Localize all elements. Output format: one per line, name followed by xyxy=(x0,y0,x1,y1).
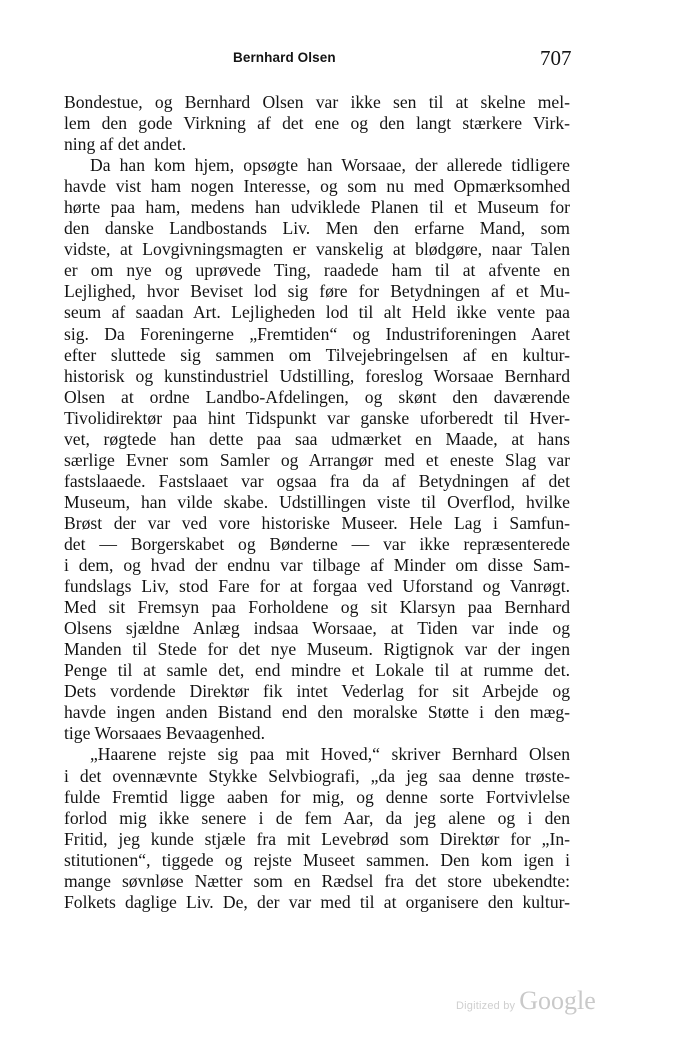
text-line: Manden til Stede for det nye Museum. Rigtignok var der ingen xyxy=(64,639,570,660)
text-line: hørte paa ham, medens han udviklede Planen til et Museum for xyxy=(64,197,570,218)
text-line: fundslags Liv, stod Fare for at forgaa ved Uforstand og Vanrøgt. xyxy=(64,576,570,597)
text-line: særlige Evner som Samler og Arrangør med et eneste Slag var xyxy=(64,449,570,470)
text-line: havde vist ham nogen Interesse, og som nu med Opmærksomhed xyxy=(64,176,570,197)
text-line: Olsens sjældne Anlæg indsaa Worsaae, at Tiden var inde og xyxy=(64,618,570,639)
text-line: Brøst der var ved vore historiske Museer. Hele Lag i Samfun- xyxy=(64,512,570,533)
running-head: Bernhard Olsen xyxy=(233,50,336,65)
text-line: Bondestue, og Bernhard Olsen var ikke sen til at skelne mel- xyxy=(64,92,570,112)
text-line: tige Worsaaes Bevaagenhed. xyxy=(64,723,265,744)
text-line: er om nye og uprøvede Ting, raadede ham til at afvente en xyxy=(64,260,570,281)
text-line: Lejlighed, hvor Beviset lod sig føre for Betydningen af et Mu- xyxy=(64,281,570,302)
text-line: „Haarene rejste sig paa mit Hoved,“ skriver Bernhard Olsen xyxy=(90,744,570,765)
text-line: Museum, han vilde skabe. Udstillingen viste til Overflod, hvilke xyxy=(64,491,570,512)
text-line: den danske Landbostands Liv. Men den erfarne Mand, som xyxy=(64,218,570,239)
text-line: seum af saadan Art. Lejligheden lod til alt Held ikke vente paa xyxy=(64,302,570,323)
page-number: 707 xyxy=(540,46,572,70)
text-line: i dem, og hvad der endnu var tilbage af Minder om disse Sam- xyxy=(64,555,570,576)
body-text xyxy=(64,92,570,913)
text-line: det — Borgerskabet og Bønderne — var ikke repræsenterede xyxy=(64,533,570,554)
text-line: efter sluttede sig sammen om Tilvejebringelsen af en kultur- xyxy=(64,344,570,365)
text-line: fulde Fremtid ligge aaben for mig, og denne sorte Fortvivlelse xyxy=(64,786,570,807)
text-line: Da han kom hjem, opsøgte han Worsaae, der allerede tidligere xyxy=(90,155,570,176)
text-line: Olsen at ordne Landbo-Afdelingen, og skønt den daværende xyxy=(64,386,570,407)
text-line: Med sit Fremsyn paa Forholdene og sit Klarsyn paa Bernhard xyxy=(64,597,570,618)
text-line: Dets vordende Direktør fik intet Vederlag for sit Arbejde og xyxy=(64,681,570,702)
text-line: Fritid, jeg kunde stjæle fra mit Levebrød som Direktør for „In- xyxy=(64,828,570,849)
text-line: stitutionen“, tiggede og rejste Museet sammen. Den kom igen i xyxy=(64,849,570,870)
text-line: havde ingen anden Bistand end den moralske Støtte i den mæg- xyxy=(64,702,570,723)
text-line: mange søvnløse Nætter som en Rædsel fra det store ubekendte: xyxy=(64,870,570,891)
google-logo: Google xyxy=(519,986,596,1015)
text-line: Tivolidirektør paa hint Tidspunkt var ganske uforberedt til Hver- xyxy=(64,407,570,428)
watermark-prefix: Digitized by xyxy=(456,1000,516,1012)
text-line: vet, røgtede han dette paa saa udmærket en Maade, at hans xyxy=(64,428,570,449)
text-line: sig. Da Foreningerne „Fremtiden“ og Industriforeningen Aaret xyxy=(64,323,570,344)
text-line: forlod mig ikke senere i de fem Aar, da jeg alene og i den xyxy=(64,807,570,828)
text-line: lem den gode Virkning af det ene og den langt stærkere Virk- xyxy=(64,113,570,134)
text-line: Folkets daglige Liv. De, der var med til at organisere den kultur- xyxy=(64,891,570,912)
text-line: Penge til at samle det, end mindre et Lokale til at rumme det. xyxy=(64,660,570,681)
text-line: fastslaaede. Fastslaaet var ogsaa fra da af Betydningen af det xyxy=(64,470,570,491)
text-line: i det ovennævnte Stykke Selvbiografi, „da jeg saa denne trøste- xyxy=(64,765,570,786)
text-line: ning af det andet. xyxy=(64,134,187,155)
digitization-watermark xyxy=(456,986,596,1016)
text-line: historisk og kunstindustriel Udstilling, foreslog Worsaae Bernhard xyxy=(64,365,570,386)
text-line: vidste, at Lovgivningsmagten er vanskelig at blødgøre, naar Talen xyxy=(64,239,570,260)
